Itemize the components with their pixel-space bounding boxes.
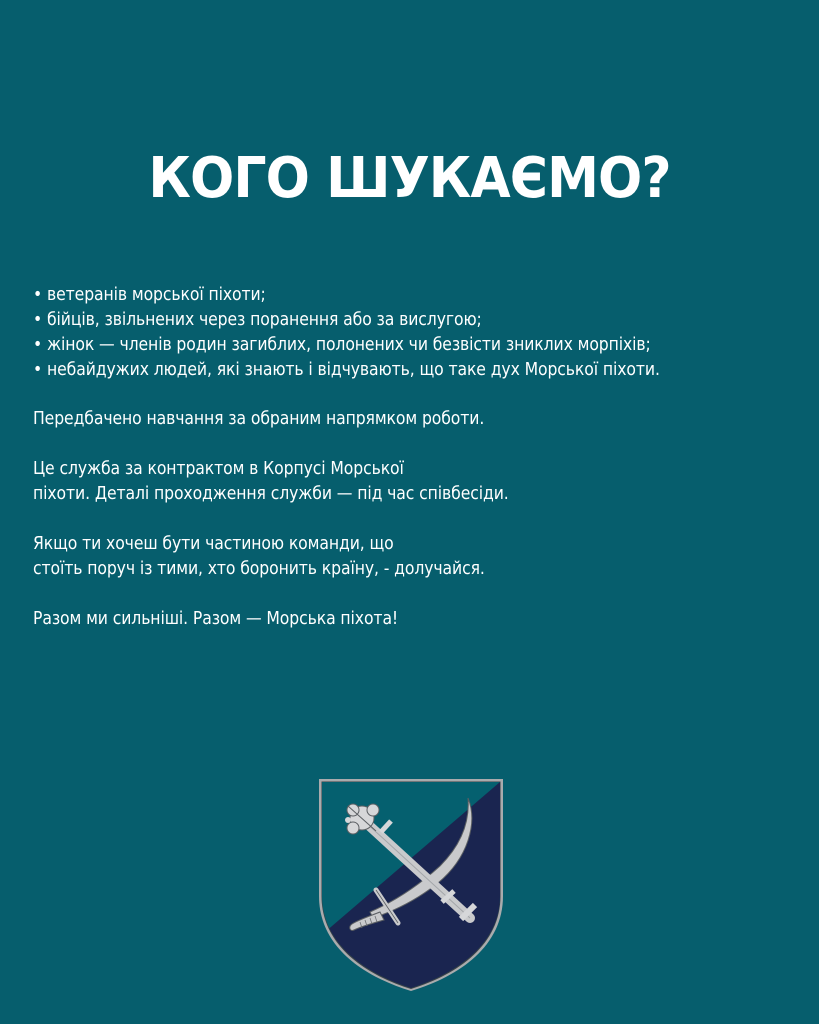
join-line-2: стоїть поруч із тими, хто боронить країну, - долучайся.: [33, 559, 485, 579]
marine-corps-shield-icon: [318, 778, 504, 992]
join-paragraph: [33, 532, 813, 582]
training-paragraph: Передбачено навчання за обраним напрямком роботи.: [33, 409, 485, 429]
list-item: • небайдужих людей, які знають і відчувають, що таке дух Морської піхоти.: [33, 360, 660, 380]
page-title: КОГО ШУКАЄМО?: [148, 145, 671, 211]
list-item: • бійців, звільнених через поранення або за вислугою;: [33, 310, 482, 330]
contract-line-1: Це служба за контрактом в Корпусі Морської: [33, 459, 404, 479]
candidate-list: [33, 283, 813, 383]
join-line-1: Якщо ти хочеш бути частиною команди, що: [33, 534, 394, 554]
contract-line-2: піхоти. Деталі проходження служби — під час співбесіди.: [33, 484, 509, 504]
contract-paragraph: [33, 457, 813, 507]
recruitment-text: [33, 283, 813, 632]
slogan: Разом ми сильніші. Разом — Морська піхота!: [33, 609, 399, 629]
list-item: • жінок — членів родин загиблих, полонених чи безвісти зниклих морпіхів;: [33, 335, 651, 355]
list-item: • ветеранів морської піхоти;: [33, 285, 266, 305]
